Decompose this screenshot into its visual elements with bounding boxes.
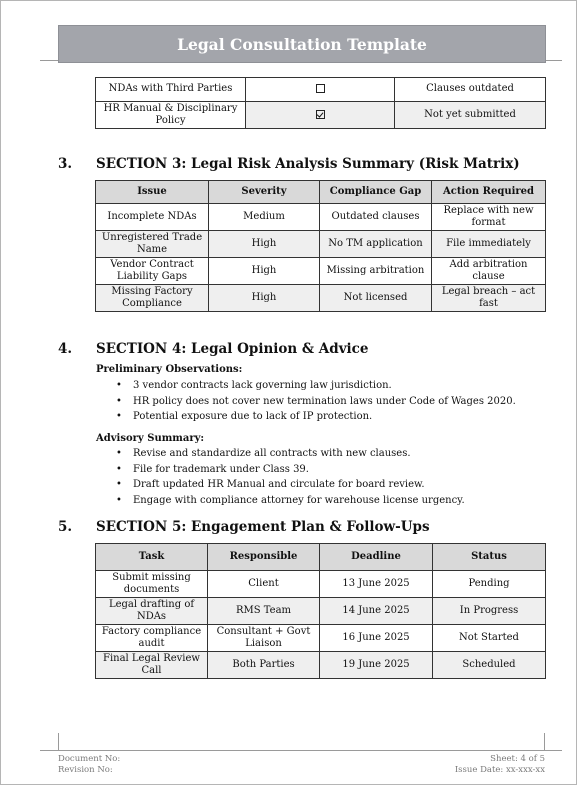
crop-mark — [58, 733, 59, 751]
table-cell: RMS Team — [208, 598, 320, 625]
observations-list — [96, 378, 546, 425]
crop-mark — [544, 733, 545, 751]
table-cell: High — [209, 231, 320, 258]
advisory-heading: Advisory Summary: — [96, 433, 205, 444]
section-title: SECTION 5: Engagement Plan & Follow-Ups — [96, 519, 430, 535]
table-row — [96, 231, 546, 258]
table-header-row — [96, 544, 546, 571]
checklist-checkbox-cell — [246, 78, 395, 102]
list-item: • 3 vendor contracts lack governing law jurisdiction. — [96, 378, 546, 394]
table-cell: 14 June 2025 — [320, 598, 433, 625]
table-row — [96, 78, 546, 102]
advisory-list — [96, 446, 546, 508]
column-header: Deadline — [320, 544, 433, 571]
table-cell: No TM application — [320, 231, 432, 258]
table-cell: Vendor Contract Liability Gaps — [96, 258, 209, 285]
table-cell: 13 June 2025 — [320, 571, 433, 598]
section-number: 3. — [58, 156, 73, 172]
table-cell: Unregistered Trade Name — [96, 231, 209, 258]
page-title: Legal Consultation Template — [177, 34, 427, 54]
table-row — [96, 258, 546, 285]
footer-rule — [58, 750, 544, 751]
table-cell: Not Started — [433, 625, 546, 652]
table-row — [96, 625, 546, 652]
table-cell: Missing arbitration — [320, 258, 432, 285]
table-cell: Missing Factory Compliance — [96, 285, 209, 312]
footer-revision-no: Revision No: — [58, 765, 113, 775]
table-row — [96, 571, 546, 598]
table-row — [96, 652, 546, 679]
table-cell: Legal breach – act fast — [432, 285, 546, 312]
footer-issue-date: Issue Date: xx-xxx-xx — [454, 765, 545, 775]
table-cell: 16 June 2025 — [320, 625, 433, 652]
table-cell: Replace with new format — [432, 204, 546, 231]
list-item: • Draft updated HR Manual and circulate for board review. — [96, 477, 546, 493]
column-header: Action Required — [432, 181, 546, 204]
table-cell: Pending — [433, 571, 546, 598]
list-item: • Engage with compliance attorney for warehouse license urgency. — [96, 493, 546, 509]
table-header-row — [96, 181, 546, 204]
table-cell: Legal drafting of NDAs — [96, 598, 208, 625]
list-item: • Potential exposure due to lack of IP protection. — [96, 409, 546, 425]
table-row — [96, 204, 546, 231]
table-cell: Scheduled — [433, 652, 546, 679]
column-header: Task — [96, 544, 208, 571]
section-title: SECTION 3: Legal Risk Analysis Summary (Risk Matrix) — [96, 156, 520, 172]
table-cell: Incomplete NDAs — [96, 204, 209, 231]
checklist-checkbox-cell — [246, 102, 395, 129]
list-item: • File for trademark under Class 39. — [96, 462, 546, 478]
risk-matrix-table — [95, 180, 546, 312]
list-item: • HR policy does not cover new termination laws under Code of Wages 2020. — [96, 394, 546, 410]
checklist-item: HR Manual & Disciplinary Policy — [96, 102, 246, 129]
table-cell: Consultant + Govt Liaison — [208, 625, 320, 652]
checklist-item: NDAs with Third Parties — [96, 78, 246, 102]
column-header: Responsible — [208, 544, 320, 571]
table-row — [96, 102, 546, 129]
checklist-remark: Clauses outdated — [395, 78, 546, 102]
table-cell: Factory compliance audit — [96, 625, 208, 652]
section-title: SECTION 4: Legal Opinion & Advice — [96, 341, 369, 357]
column-header: Issue — [96, 181, 209, 204]
checklist-table — [95, 77, 546, 129]
table-cell: Both Parties — [208, 652, 320, 679]
table-cell: High — [209, 258, 320, 285]
table-cell: Submit missing documents — [96, 571, 208, 598]
column-header: Status — [433, 544, 546, 571]
table-cell: Medium — [209, 204, 320, 231]
section-number: 5. — [58, 519, 73, 535]
checklist-remark: Not yet submitted — [395, 102, 546, 129]
footer-sheet: Sheet: 4 of 5 — [490, 754, 545, 764]
column-header: Severity — [209, 181, 320, 204]
checkbox-checked-icon[interactable] — [316, 110, 325, 119]
crop-mark — [544, 60, 562, 61]
table-cell: Client — [208, 571, 320, 598]
table-row — [96, 285, 546, 312]
table-cell: Not licensed — [320, 285, 432, 312]
crop-mark — [40, 750, 58, 751]
table-cell: Final Legal Review Call — [96, 652, 208, 679]
title-banner — [58, 25, 546, 63]
table-cell: Add arbitration clause — [432, 258, 546, 285]
table-cell: Outdated clauses — [320, 204, 432, 231]
section-number: 4. — [58, 341, 73, 357]
crop-mark — [40, 60, 58, 61]
footer-document-no: Document No: — [58, 754, 121, 764]
table-row — [96, 598, 546, 625]
column-header: Compliance Gap — [320, 181, 432, 204]
observations-heading: Preliminary Observations: — [96, 364, 243, 375]
table-cell: In Progress — [433, 598, 546, 625]
list-item: • Revise and standardize all contracts with new clauses. — [96, 446, 546, 462]
engagement-plan-table — [95, 543, 546, 679]
crop-mark — [544, 750, 562, 751]
table-cell: File immediately — [432, 231, 546, 258]
table-cell: 19 June 2025 — [320, 652, 433, 679]
checkbox-empty-icon[interactable] — [316, 84, 325, 93]
table-cell: High — [209, 285, 320, 312]
